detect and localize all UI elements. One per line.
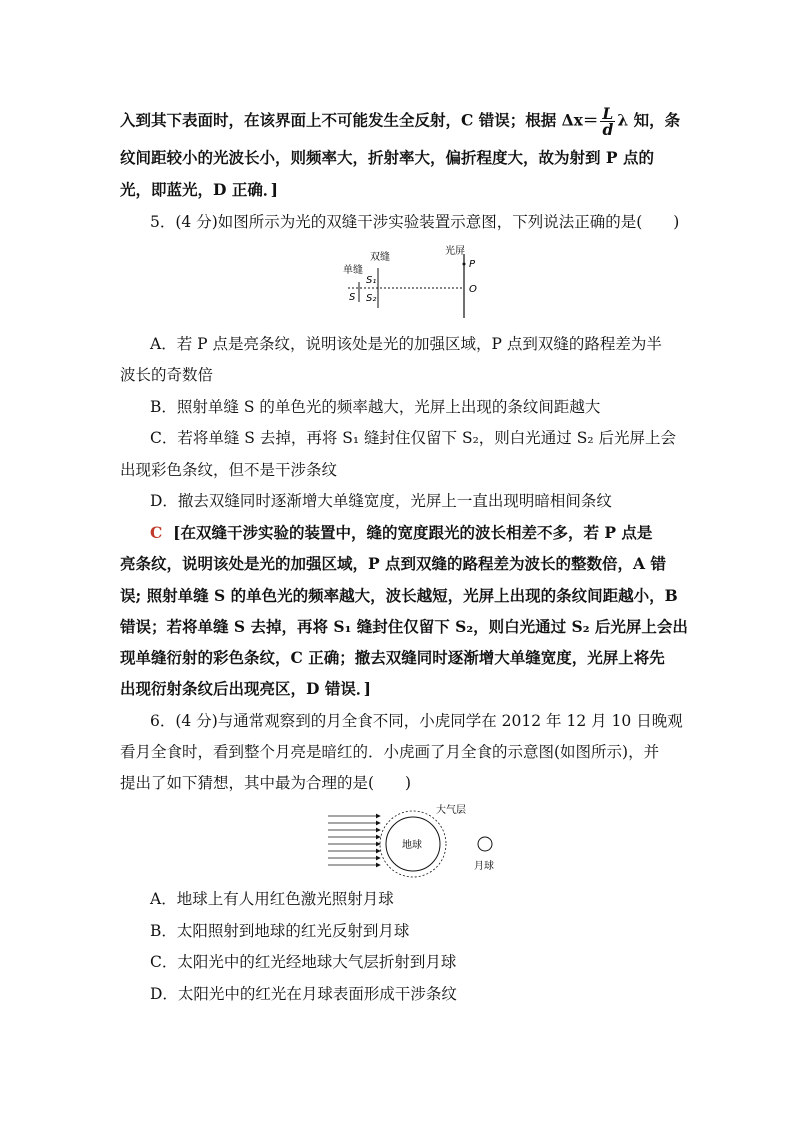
q6-stem-line-1: 6．(4 分)与通常观察到的月全食不同，小虎同学在 2012 年 12 月 10 日晚观 — [150, 712, 683, 730]
label-single-slit: 单缝 — [343, 265, 363, 276]
q5-option-c-line-2: 出现彩色条纹，但不是干涉条纹 — [120, 461, 338, 479]
point-P-marker — [463, 263, 466, 266]
label-S2: S₂ — [366, 293, 377, 304]
prev-answer-line-1 — [120, 106, 680, 137]
prev-answer-text-1b: λ 知，条 — [617, 110, 681, 130]
label-S1: S₁ — [366, 275, 377, 286]
label-O: O — [469, 284, 477, 295]
q5-explanation-line-5: 现单缝衍射的彩色条纹，C 正确；撤去双缝同时逐渐增大单缝宽度，光屏上将先 — [120, 648, 665, 667]
q5-explanation-line-3: 误; 照射单缝 S 的单色光的频率越大，波长越短，光屏上出现的条纹间距越小，B — [120, 586, 678, 605]
q5-option-c-line-1: C．若将单缝 S 去掉，再将 S₁ 缝封住仅留下 S₂，则白光通过 S₂ 后光屏上会 — [150, 429, 676, 447]
q5-option-d: D．撤去双缝同时逐渐增大单缝宽度，光屏上一直出现明暗相间条纹 — [150, 492, 612, 510]
q6-option-b: B．太阳照射到地球的红光反射到月球 — [150, 922, 410, 940]
q5-stem: 5．(4 分)如图所示为光的双缝干涉实验装置示意图，下列说法正确的是( ) — [150, 213, 680, 231]
double-slit-diagram — [340, 244, 500, 324]
label-atmosphere: 大气层 — [436, 805, 466, 816]
q5-explanation-text-1: [在双缝干涉实验的装置中，缝的宽度跟光的波长相差不多，若 P 点是 — [173, 523, 653, 542]
label-earth: 地球 — [402, 840, 422, 851]
q5-option-b: B．照射单缝 S 的单色光的频率越大，光屏上出现的条纹间距越大 — [150, 398, 601, 416]
label-double-slit: 双缝 — [370, 252, 390, 263]
q5-explanation-line-4: 错误；若将单缝 S 去掉，再将 S₁ 缝封住仅留下 S₂，则白光通过 S₂ 后光屏上会出 — [120, 617, 688, 636]
q5-explanation-line-1 — [150, 523, 652, 543]
fraction-numerator: L — [602, 104, 614, 123]
prev-answer-line-2: 纹间距较小的光波长小，则频率大，折射率大，偏折程度大，故为射到 P 点的 — [120, 148, 654, 167]
q6-option-c: C．太阳光中的红光经地球大气层折射到月球 — [150, 953, 457, 971]
fraction-L-over-d — [600, 106, 615, 137]
moon-circle — [478, 837, 492, 851]
fraction-denominator: d — [602, 120, 614, 139]
label-P: P — [469, 259, 476, 270]
q6-stem-line-2: 看月全食时，看到整个月亮是暗红的．小虎画了月全食的示意图(如图所示)，并 — [120, 743, 660, 761]
sunlight-arrows — [328, 816, 380, 865]
q5-explanation-line-6: 出现衍射条纹后出现亮区，D 错误．] — [120, 679, 371, 698]
label-screen: 光屏 — [445, 246, 465, 257]
q5-option-a-line-2: 波长的奇数倍 — [120, 366, 214, 384]
label-S: S — [349, 292, 356, 303]
prev-answer-line-3: 光，即蓝光，D 正确．] — [120, 180, 278, 199]
label-moon: 月球 — [474, 861, 494, 872]
q6-stem-line-3: 提出了如下猜想，其中最为合理的是( ) — [120, 774, 412, 792]
lunar-eclipse-diagram — [326, 803, 506, 879]
q6-option-d: D．太阳光中的红光在月球表面形成干涉条纹 — [150, 985, 457, 1003]
q5-answer-letter: C — [150, 523, 163, 542]
prev-answer-text-1a: 入到其下表面时，在该界面上不可能发生全反射，C 错误；根据 Δx＝ — [120, 110, 599, 130]
q5-explanation-line-2: 亮条纹，说明该处是光的加强区域，P 点到双缝的路程差为波长的整数倍，A 错 — [120, 554, 666, 573]
q6-option-a: A．地球上有人用红色激光照射月球 — [150, 890, 394, 908]
q5-option-a-line-1: A．若 P 点是亮条纹，说明该处是光的加强区域，P 点到双缝的路程差为半 — [150, 335, 662, 353]
